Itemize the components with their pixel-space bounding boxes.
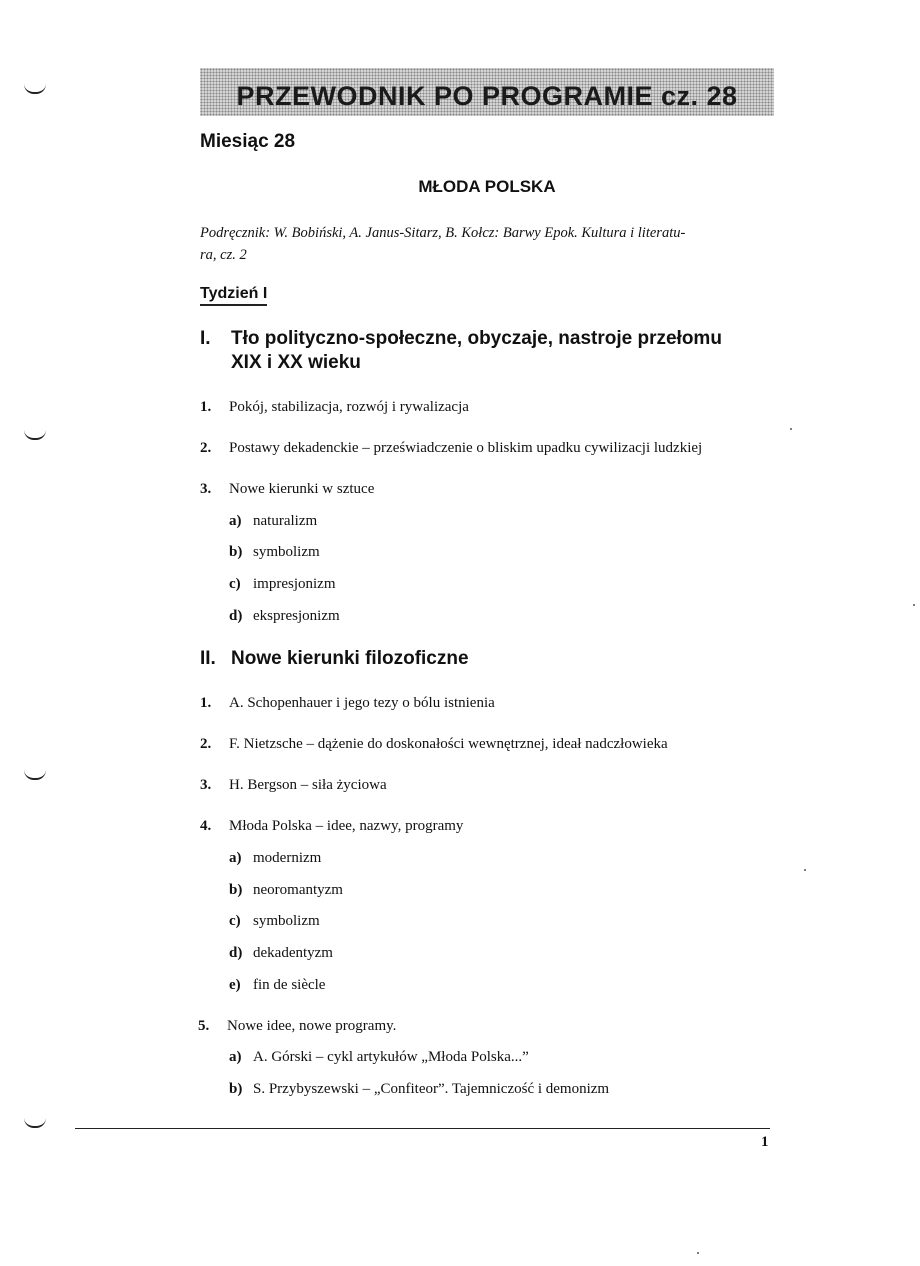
epoch-title: MŁODA POLSKA xyxy=(418,177,556,196)
list-item xyxy=(200,776,387,794)
section-title: Tło polityczno-społeczne, obyczaje, nastroje przełomu XIX i XX wieku xyxy=(231,328,722,373)
sub-item-text: fin de siècle xyxy=(253,977,326,993)
list-item xyxy=(200,480,374,498)
week-heading: Tydzień I xyxy=(200,285,267,306)
sub-item-text: symbolizm xyxy=(253,544,320,560)
section-title: Nowe kierunki filozoficzne xyxy=(231,648,469,669)
sub-item-letter: a) xyxy=(229,513,242,529)
item-text: Pokój, stabilizacja, rozwój i rywalizacja xyxy=(229,399,469,415)
sub-item xyxy=(229,912,320,930)
item-text: Nowe kierunki w sztuce xyxy=(229,481,375,497)
list-item xyxy=(200,817,463,835)
sub-item-letter: e) xyxy=(229,977,241,993)
sub-item-text: ekspresjonizm xyxy=(253,608,340,624)
item-text: F. Nietzsche – dążenie do doskonałości wewnętrznej, ideał nadczłowieka xyxy=(229,736,668,752)
sub-item-letter: d) xyxy=(229,608,243,624)
header-banner xyxy=(200,68,774,116)
scan-speck xyxy=(804,869,806,871)
sub-item xyxy=(229,543,320,561)
sub-item xyxy=(229,575,336,593)
textbook-reference xyxy=(200,222,778,266)
section-number: I. xyxy=(200,328,211,349)
item-text: H. Bergson – siła życiowa xyxy=(229,777,387,793)
page-number: 1 xyxy=(761,1134,769,1150)
textbook-line: Podręcznik: W. Bobiński, A. Janus-Sitarz, B. Kołcz: Barwy Epok. Kultura i literatu- xyxy=(200,225,686,241)
sub-item xyxy=(229,1080,609,1098)
item-number: 1. xyxy=(200,695,212,711)
sub-item-letter: a) xyxy=(229,850,242,866)
binder-hole-mark xyxy=(24,84,46,94)
sub-item xyxy=(229,881,343,899)
scan-speck xyxy=(790,428,792,430)
item-text: A. Schopenhauer i jego tezy o bólu istnienia xyxy=(229,695,495,711)
sub-item-text: neoromantyzm xyxy=(253,882,343,898)
binder-hole-mark xyxy=(24,770,46,780)
item-number: 1. xyxy=(200,399,212,415)
sub-item-text: S. Przybyszewski – „Confiteor”. Tajemniczość i demonizm xyxy=(253,1081,610,1097)
sub-item-text: symbolizm xyxy=(253,913,320,929)
sub-item-text: A. Górski – cykl artykułów „Młoda Polska...” xyxy=(253,1049,529,1065)
list-item xyxy=(200,735,668,753)
sub-item-letter: b) xyxy=(229,1081,243,1097)
list-item xyxy=(200,398,469,416)
sub-item-text: modernizm xyxy=(253,850,322,866)
item-number: 5. xyxy=(198,1018,210,1034)
item-text: Nowe idee, nowe programy. xyxy=(227,1018,397,1034)
list-item xyxy=(198,1017,396,1035)
sub-item xyxy=(229,944,333,962)
item-number: 3. xyxy=(200,777,212,793)
sub-item-letter: c) xyxy=(229,913,241,929)
section-number: II. xyxy=(200,648,216,669)
section-heading xyxy=(200,647,760,671)
section-heading xyxy=(200,327,760,375)
scan-speck xyxy=(913,604,915,606)
sub-item-letter: b) xyxy=(229,882,243,898)
item-number: 3. xyxy=(200,481,212,497)
sub-item xyxy=(229,849,321,867)
sub-item-letter: a) xyxy=(229,1049,242,1065)
item-text: Postawy dekadenckie – przeświadczenie o bliskim upadku cywilizacji ludzkiej xyxy=(229,440,703,456)
footer-divider xyxy=(75,1128,770,1129)
textbook-line: ra, cz. 2 xyxy=(200,247,247,263)
sub-item-text: naturalizm xyxy=(253,513,318,529)
month-heading: Miesiąc 28 xyxy=(200,131,296,152)
sub-item-text: impresjonizm xyxy=(253,576,336,592)
sub-item-text: dekadentyzm xyxy=(253,945,333,961)
sub-item xyxy=(229,512,317,530)
binder-hole-mark xyxy=(24,430,46,440)
item-text: Młoda Polska – idee, nazwy, programy xyxy=(229,818,464,834)
sub-item-letter: c) xyxy=(229,576,241,592)
binder-hole-mark xyxy=(24,1118,46,1128)
item-number: 2. xyxy=(200,440,212,456)
banner-title: PRZEWODNIK PO PROGRAMIE cz. 28 xyxy=(236,80,738,111)
scan-speck xyxy=(697,1252,699,1254)
item-number: 2. xyxy=(200,736,212,752)
sub-item xyxy=(229,1048,529,1066)
sub-item xyxy=(229,976,325,994)
sub-item xyxy=(229,607,340,625)
list-item xyxy=(200,439,702,457)
sub-item-letter: d) xyxy=(229,945,243,961)
sub-item-letter: b) xyxy=(229,544,243,560)
list-item xyxy=(200,694,495,712)
item-number: 4. xyxy=(200,818,212,834)
